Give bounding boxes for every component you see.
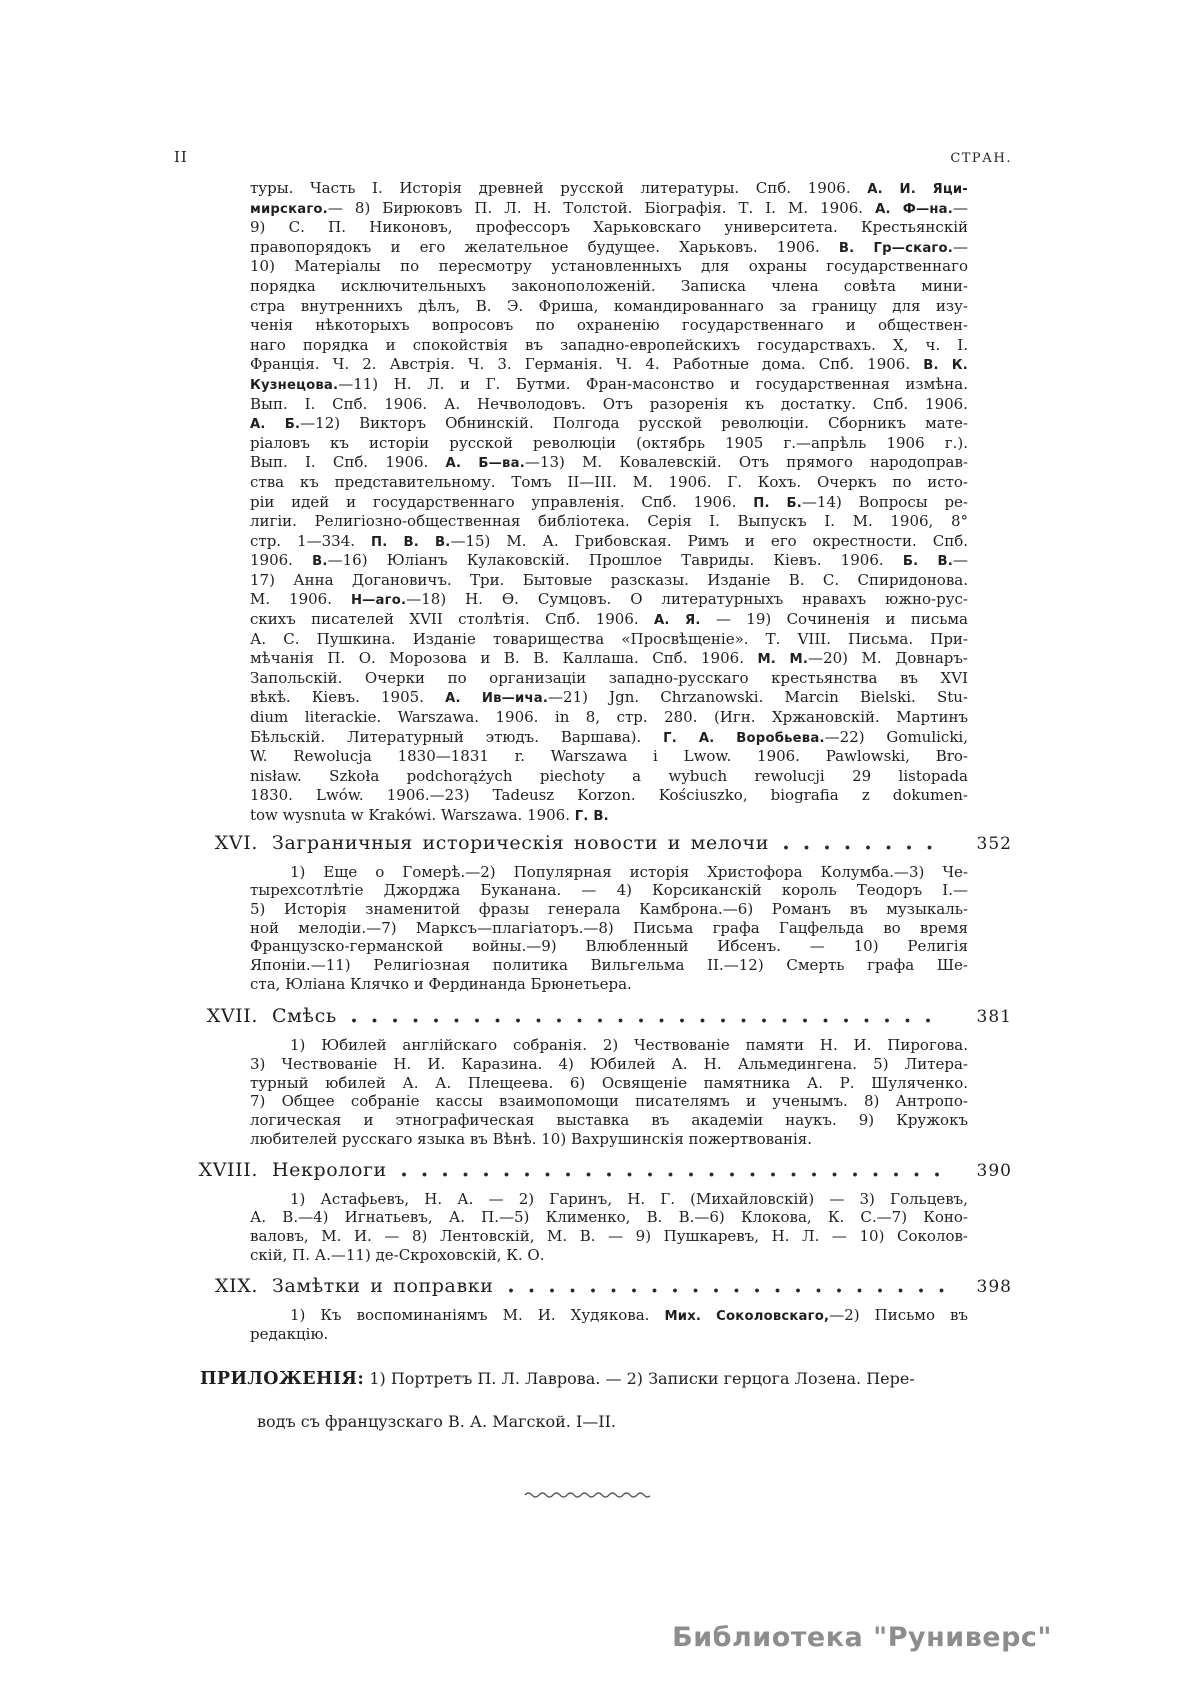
text-segment: —22) Gomulicki, [824, 727, 968, 746]
emphasized-text: А. Ив—ича. [445, 691, 549, 707]
text-line [250, 610, 968, 630]
text-line [250, 257, 968, 277]
text-line [250, 218, 968, 238]
emphasized-text: П. Б. [753, 495, 802, 511]
text-line [250, 179, 968, 199]
text-line [250, 473, 968, 493]
text-segment: ной мелодіи.—7) Марксъ—плагіаторъ.—8) Письма графа Гацфельда во время [250, 918, 968, 937]
text-line [200, 1357, 968, 1400]
text-segment: тырехсотлѣтіе Джорджа Буканана. — 4) Корсиканскій король Теодоръ I.— [250, 881, 968, 900]
text-line [250, 649, 968, 669]
section-title: Замѣтки и поправки [272, 1275, 494, 1298]
toc-section-heading-xvi [162, 830, 1012, 856]
text-line [250, 919, 968, 938]
text-segment: ріи идей и государственнаго управленія. Спб. 1906. [250, 492, 754, 511]
text-segment: —21) Jgn. Chrzanowski. Marcin Bielski. Stu- [548, 688, 968, 707]
text-segment: Франція. Ч. 2. Австрія. Ч. 3. Германія. Ч. 4. Работные дома. Спб. 1906. [250, 355, 924, 374]
text-line [250, 512, 968, 532]
text-line [250, 453, 968, 473]
text-line [250, 728, 968, 748]
section-page-number: 390 [976, 1160, 1012, 1181]
text-line [250, 199, 968, 219]
text-line [250, 434, 968, 454]
text-line [250, 1306, 968, 1325]
text-segment: ства къ представительному. Томъ II—III. М. 1906. Г. Кохъ. Очеркъ по исто- [250, 472, 968, 491]
text-segment: ченія нѣкоторыхъ вопросовъ по охраненію государственнаго и обществен- [250, 316, 968, 335]
text-line [250, 571, 968, 591]
toc-section-heading-xviii [162, 1157, 1012, 1183]
dot-leader [783, 844, 946, 851]
text-line [250, 1246, 968, 1265]
text-segment: порядка исключительныхъ законоположеній. Записка члена совѣта мини- [250, 276, 968, 295]
section-numeral: XVI. [214, 831, 258, 854]
emphasized-text: А. Я. [654, 613, 701, 629]
text-segment: —14) Вопросы ре- [801, 492, 968, 511]
section-body-xvi [250, 863, 968, 994]
text-segment: 17) Анна Догановичъ. Три. Бытовые разсказы. Изданіе В. С. Спиридонова. [250, 570, 968, 589]
section-title: Заграничныя историческія новости и мелочи [272, 831, 769, 854]
emphasized-text: Г. А. Воробьева. [663, 730, 825, 746]
text-line [250, 688, 968, 708]
text-segment: tow wysnuta w Krakówi. Warszawa. 1906. [250, 806, 575, 824]
text-segment: А. В.—4) Игнатьевъ, А. П.—5) Клименко, В. В.—6) Клокова, К. С.—7) Коно- [250, 1208, 968, 1227]
text-segment: лигіи. Религіозно-общественная библіотека. Серія I. Выпускъ I. М. 1906, 8° [250, 512, 968, 531]
text-line [250, 786, 968, 806]
text-line [200, 1400, 968, 1443]
text-segment: 1) Портретъ П. Л. Лаврова. — 2) Записки герцога Лозена. Пере- [364, 1368, 915, 1388]
library-watermark: Библиотека "Руниверс" [672, 1622, 1052, 1653]
text-segment: Запольскій. Очерки по организаціи западно-русскаго крестьянства въ XVI [250, 668, 968, 687]
text-line [250, 669, 968, 689]
text-line [250, 1092, 968, 1111]
text-line [250, 1130, 968, 1149]
emphasized-text: А. И. Яци- [867, 182, 968, 197]
dot-leader [401, 1171, 946, 1178]
text-line [250, 551, 968, 571]
text-segment: туры. Часть I. Исторія древней русской литературы. Спб. 1906. [250, 179, 868, 197]
text-line [250, 590, 968, 610]
text-segment: вѣкѣ. Кіевъ. 1905. [250, 688, 446, 707]
page-column-label: СТРАН. [950, 151, 1012, 166]
text-line [250, 881, 968, 900]
text-segment: ста, Юліана Клячко и Фердинанда Брюнетьера. [250, 974, 632, 993]
section-numeral: XIX. [215, 1275, 258, 1298]
section-numeral: XVIII. [198, 1158, 258, 1181]
text-segment: 1) Юбилей англійскаго собранія. 2) Чествованіе памяти Н. И. Пирогова. [290, 1036, 968, 1055]
text-segment: валовъ, М. И. — 8) Лентовскій, М. В. — 9) Пушкаревъ, Н. Л. — 10) Соколов- [250, 1226, 968, 1245]
section-page-number: 352 [976, 833, 1012, 854]
text-segment: 3) Чествованіе Н. И. Каразина. 4) Юбилей А. Н. Альмедингена. 5) Литера- [250, 1055, 968, 1074]
text-line [250, 375, 968, 395]
section-body-xvii [250, 1036, 968, 1148]
text-segment: логическая и этнографическая выставка въ академіи наукъ. 9) Кружокъ [250, 1111, 968, 1130]
text-segment: стр. 1—334. [250, 531, 372, 550]
section-numeral: XVII. [206, 1005, 258, 1028]
emphasized-text: мирскаго. [250, 201, 328, 217]
text-segment: Вып. I. Спб. 1906. [250, 453, 446, 472]
text-segment: М. 1906. [250, 590, 351, 609]
toc-section-heading-xix [162, 1273, 1012, 1299]
toc-sections [162, 830, 1012, 1344]
text-line [250, 900, 968, 919]
text-segment: — 8) Бирюковъ П. Л. Н. Толстой. Біографія. Т. I. М. 1906. [327, 198, 876, 217]
emphasized-text: А. Б. [250, 417, 301, 433]
text-line [250, 975, 968, 994]
text-segment: —2) Письмо въ [829, 1306, 968, 1325]
text-line [250, 277, 968, 297]
text-line [250, 1325, 968, 1344]
text-line [250, 956, 968, 975]
text-segment: 10) Матеріалы по пересмотру установленныхъ для охраны государственнаго [250, 257, 968, 276]
text-segment: стра внутреннихъ дѣлъ, В. Э. Фриша, командированнаго за границу для изу- [250, 296, 968, 315]
emphasized-text: В. К. [923, 358, 968, 374]
text-segment: Японіи.—11) Религіозная политика Вильгельма II.—12) Смерть графа Ше- [250, 956, 968, 975]
text-line [250, 806, 968, 826]
section-page-number: 398 [976, 1277, 1012, 1298]
text-segment: турный юбилей А. А. Плещеева. 6) Освященіе памятника А. Р. Шуляченко. [250, 1073, 968, 1092]
text-segment: 1830. Lwów. 1906.—23) Tadeusz Korzon. Kościuszko, biografia z dokumen- [250, 786, 968, 805]
text-segment: —16) Юліанъ Кулаковскій. Прошлое Тавриды. Кіевъ. 1906. [327, 551, 903, 570]
text-line [250, 1190, 968, 1209]
text-line [250, 238, 968, 258]
text-segment: Французско-германской войны.—9) Влюбленный Ибсенъ. — 10) Религія [250, 937, 968, 956]
text-segment: Бѣльскій. Литературный этюдъ. Варшава). [250, 727, 664, 746]
text-line [250, 863, 968, 882]
text-line [250, 630, 968, 650]
section-body-xix [250, 1306, 968, 1343]
text-segment: —12) Викторъ Обнинскій. Полгода русской революціи. Сборникъ мате- [300, 414, 968, 433]
emphasized-text: В. [312, 554, 328, 570]
text-line [250, 1036, 968, 1055]
text-line [250, 1227, 968, 1246]
emphasized-text: Мих. Соколовскаго, [664, 1309, 830, 1325]
text-line [250, 937, 968, 956]
text-line [250, 395, 968, 415]
text-segment: 1) Астафьевъ, Н. А. — 2) Гаринъ, Н. Г. (Михайловскій) — 3) Гольцевъ, [290, 1189, 968, 1208]
text-line [250, 532, 968, 552]
emphasized-text: Г. В. [574, 809, 609, 824]
text-segment: 1) Еще о Гомерѣ.—2) Популярная исторія Христофора Колумба.—3) Че- [290, 862, 968, 881]
text-segment: —20) М. Довнаръ- [808, 649, 968, 668]
section-body-xviii [250, 1190, 968, 1265]
text-line [250, 1074, 968, 1093]
text-segment: 5) Исторія знаменитой фразы генерала Камброна.—6) Романъ въ музыкаль- [250, 899, 968, 918]
page-header [162, 148, 1012, 166]
emphasized-text: М. М. [757, 652, 809, 668]
emphasized-text: В. Гр—скаго. [838, 240, 953, 256]
text-segment: наго порядка и спокойствія въ западно-европейскихъ государствахъ. X, ч. I. [250, 335, 968, 354]
emphasized-text: Кузнецова. [250, 377, 339, 393]
emphasized-text: Б. В. [902, 554, 953, 570]
text-segment: скій, П. А.—11) де-Скроховскій, К. О. [250, 1245, 545, 1264]
text-line [250, 414, 968, 434]
folio-page-number: II [174, 148, 188, 166]
text-segment: — [953, 551, 968, 570]
text-segment: 9) С. П. Никоновъ, профессоръ Харьковскаго университета. Крестьянскій [250, 218, 968, 237]
emphasized-text: А. Ф—на. [875, 201, 953, 217]
text-line [250, 336, 968, 356]
text-segment: —11) Н. Л. и Г. Бутми. Фран-масонство и государственная измѣна. [338, 374, 968, 393]
section-page-number: 381 [976, 1007, 1012, 1028]
text-line [250, 316, 968, 336]
section-title: Некрологи [272, 1158, 387, 1181]
text-segment: 1906. [250, 551, 313, 570]
toc-section-heading-xvii [162, 1003, 1012, 1029]
text-line [250, 708, 968, 728]
section-title: Смѣсь [272, 1005, 337, 1028]
text-line [250, 747, 968, 767]
text-line [250, 493, 968, 513]
text-segment: 7) Общее собраніе кассы взаимопомощи писателямъ и ученымъ. 8) Антропо- [250, 1092, 968, 1111]
emphasized-text: А. Б—ва. [445, 456, 525, 472]
text-segment: W. Rewolucja 1830—1831 r. Warszawa i Lwow. 1906. Pawlowski, Bro- [250, 747, 968, 766]
text-segment: водъ съ французскаго В. А. Магской. I—II. [257, 1411, 616, 1431]
text-segment: скихъ писателей XVII столѣтія. Спб. 1906. [250, 610, 655, 629]
emphasized-text: ПРИЛОЖЕНІЯ: [200, 1368, 365, 1389]
text-line [250, 297, 968, 317]
dot-leader [508, 1287, 947, 1294]
text-segment: мѣчанія П. О. Морозова и В. В. Каллаша. Спб. 1906. [250, 649, 758, 668]
text-segment: 1) Къ воспоминаніямъ М. И. Худякова. [290, 1306, 665, 1325]
text-line [250, 767, 968, 787]
text-line [250, 1111, 968, 1130]
text-line [250, 1055, 968, 1074]
text-line [250, 355, 968, 375]
text-segment: dium literackie. Warszawa. 1906. in 8, стр. 280. (Игн. Хржановскій. Мартинъ [250, 708, 968, 727]
text-segment: ріаловъ къ исторіи русской революціи (октябрь 1905 г.—апрѣль 1906 г.). [250, 433, 968, 452]
text-line [250, 1208, 968, 1227]
text-segment: — [953, 198, 968, 217]
toc-continuation-paragraph [250, 179, 968, 826]
text-segment: А. С. Пушкина. Изданіе товарищества «Просвѣщеніе». Т. VIII. Письма. При- [250, 629, 968, 648]
text-segment: —15) М. А. Грибовская. Римъ и его окрестности. Спб. [450, 531, 968, 550]
text-segment: правопорядокъ и его желательное будущее. Харьковъ. 1906. [250, 237, 839, 256]
text-segment: nisław. Szkoła podchorążych piechoty a wybuch rewolucji 29 listopada [250, 766, 968, 785]
emphasized-text: Н—аго. [350, 593, 407, 609]
text-segment: Вып. I. Спб. 1906. А. Нечволодовъ. Отъ разоренія къ достатку. Спб. 1906. [250, 394, 968, 413]
text-segment: —18) Н. Ѳ. Сумцовъ. О литературныхъ нравахъ южно-рус- [406, 590, 968, 609]
dot-leader [351, 1017, 946, 1024]
text-segment: — 19) Сочиненія и письма [700, 610, 968, 629]
text-segment: любителей русскаго языка въ Вѣнѣ. 10) Вахрушинскія пожертвованія. [250, 1129, 813, 1148]
squiggle-divider [162, 1489, 1012, 1508]
emphasized-text: П. В. В. [371, 534, 451, 550]
text-segment: —13) М. Ковалевскій. Отъ прямого народоправ- [524, 453, 968, 472]
text-segment: — [953, 237, 968, 256]
text-segment: редакцію. [250, 1324, 329, 1343]
appendix-paragraph [200, 1357, 968, 1443]
squiggle-icon [524, 1489, 650, 1499]
